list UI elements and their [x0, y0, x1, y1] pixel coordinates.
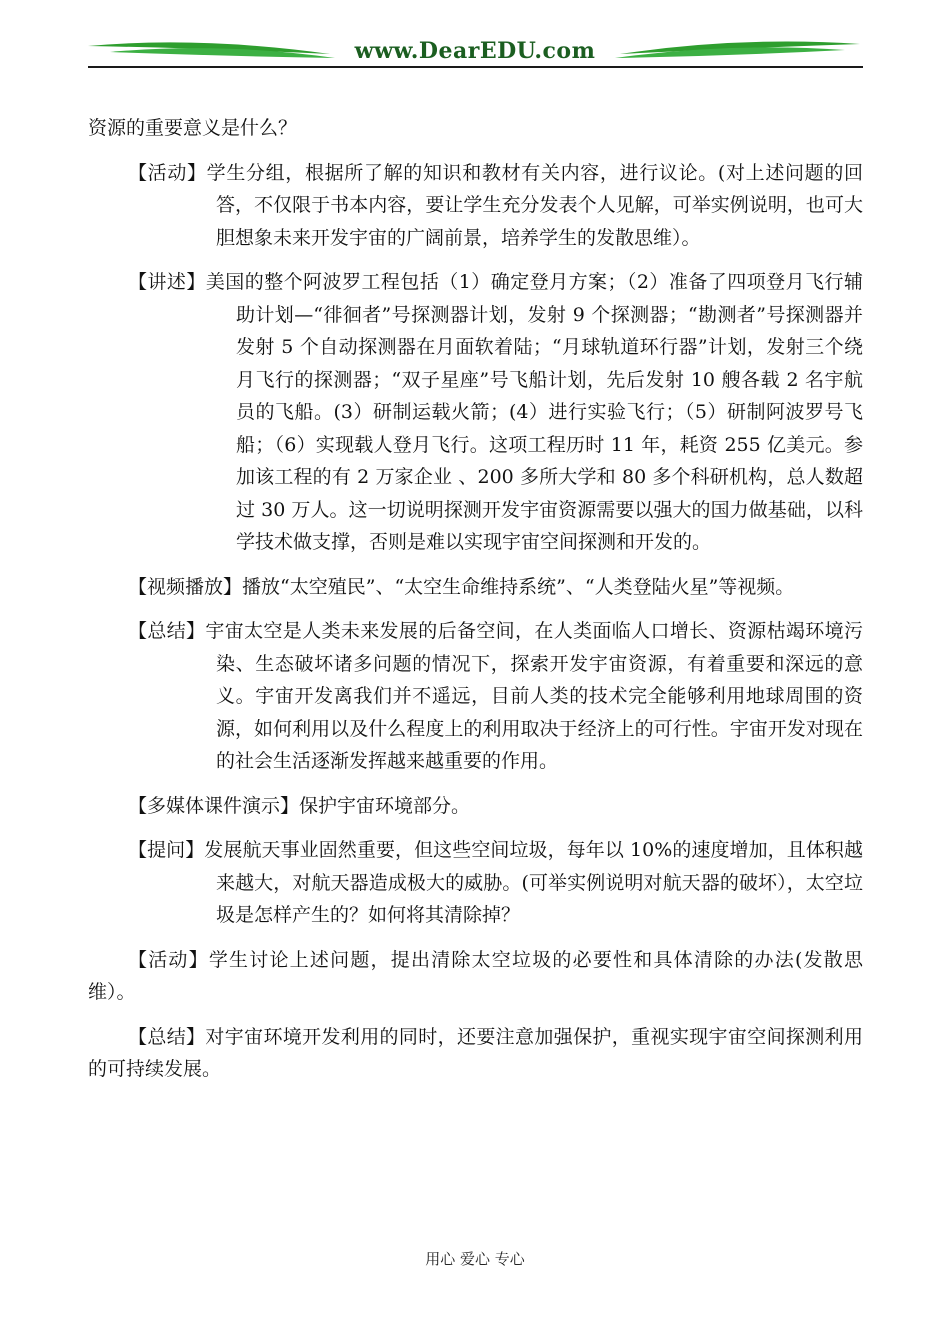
paragraph-text: 宇宙太空是人类未来发展的后备空间，在人类面临人口增长、资源枯竭环境污染、生态破坏诸多问题的情况下，探索开发宇宙资源，有着重要和深远的意义。宇宙开发离我们并不遥远，目前人类的技术完全能够利用地球周围的资源，如何利用以及什么程度上的利用取决于经济上的可行性。宇宙开发对现在的社会生活逐渐发挥越来越重要的作用。 — [205, 620, 863, 772]
section-tag: 【活动】 — [128, 161, 207, 184]
paragraph-text: 发展航天事业固然重要，但这些空间垃圾，每年以 10%的速度增加，且体积越来越大，对航天器造成极大的威胁。(可举实例说明对航天器的破坏），太空垃圾是怎样产生的？如何将其清除掉？ — [204, 839, 863, 926]
section-tag: 【多媒体课件演示】 — [128, 794, 300, 817]
header-rule — [88, 66, 863, 68]
paragraph-video — [88, 571, 863, 604]
paragraph-activity-2 — [88, 944, 863, 1009]
paragraph-question — [88, 834, 863, 932]
paragraph-narration — [88, 266, 863, 559]
paragraph-multimedia — [88, 790, 863, 823]
paragraph-text: 美国的整个阿波罗工程包括（1）确定登月方案；（2）准备了四项登月飞行辅助计划—“徘徊者”号探测器计划，发射 9 个探测器；“勘测者”号探测器并发射 5 个自动探测器在月面软着陆；“月球轨道环行器”计划，发射三个绕月飞行的探测器；“双子星座”号飞船计划，先后发射 10 艘各载 2 名宇航员的飞船。(3）研制运载火箭；(4）进行实验飞行；（5）研制阿波罗号飞船；（6）实现载人登月飞行。这项工程历时 11 年，耗资 255 亿美元。参加该工程的有 2 万家企业 、200 多所大学和 80 多个科研机构，总人数超过 30 万人。这一切说明探测开发宇宙资源需要以强大的国力做基础，以科学技术做支撑，否则是难以实现宇宙空间探测和开发的。 — [205, 271, 863, 553]
section-tag: 【总结】 — [128, 620, 206, 642]
paragraph-text: 资源的重要意义是什么？ — [88, 117, 298, 139]
page-header — [0, 30, 950, 70]
site-brand: www.DearEDU.com — [354, 38, 596, 64]
paragraph-intro — [88, 112, 863, 145]
section-tag: 【活动】 — [128, 948, 209, 971]
section-tag: 【提问】 — [128, 839, 205, 861]
paragraph-text: 对宇宙环境开发利用的同时，还要注意加强保护，重视实现宇宙空间探测利用的可持续发展。 — [88, 1025, 863, 1080]
page-footer: 用心 爱心 专心 — [425, 1250, 525, 1268]
paragraph-text: 学生讨论上述问题，提出清除太空垃圾的必要性和具体清除的办法(发散思维）。 — [88, 948, 863, 1003]
document-body — [88, 112, 863, 1086]
paragraph-summary-2 — [88, 1021, 863, 1086]
paragraph-summary-1 — [88, 615, 863, 778]
paragraph-text: 播放“太空殖民”、“太空生命维持系统”、“人类登陆火星”等视频。 — [242, 575, 795, 598]
section-tag: 【讲述】 — [128, 271, 206, 293]
paragraph-text: 保护宇宙环境部分。 — [299, 794, 471, 817]
section-tag: 【视频播放】 — [128, 575, 243, 598]
section-tag: 【总结】 — [128, 1025, 206, 1048]
paragraph-activity-1 — [88, 157, 863, 255]
paragraph-text: 学生分组，根据所了解的知识和教材有关内容，进行议论。(对上述问题的回答，不仅限于书本内容，要让学生充分发表个人见解，可举实例说明，也可大胆想象未来开发宇宙的广阔前景，培养学生的发散思维）。 — [206, 161, 863, 249]
